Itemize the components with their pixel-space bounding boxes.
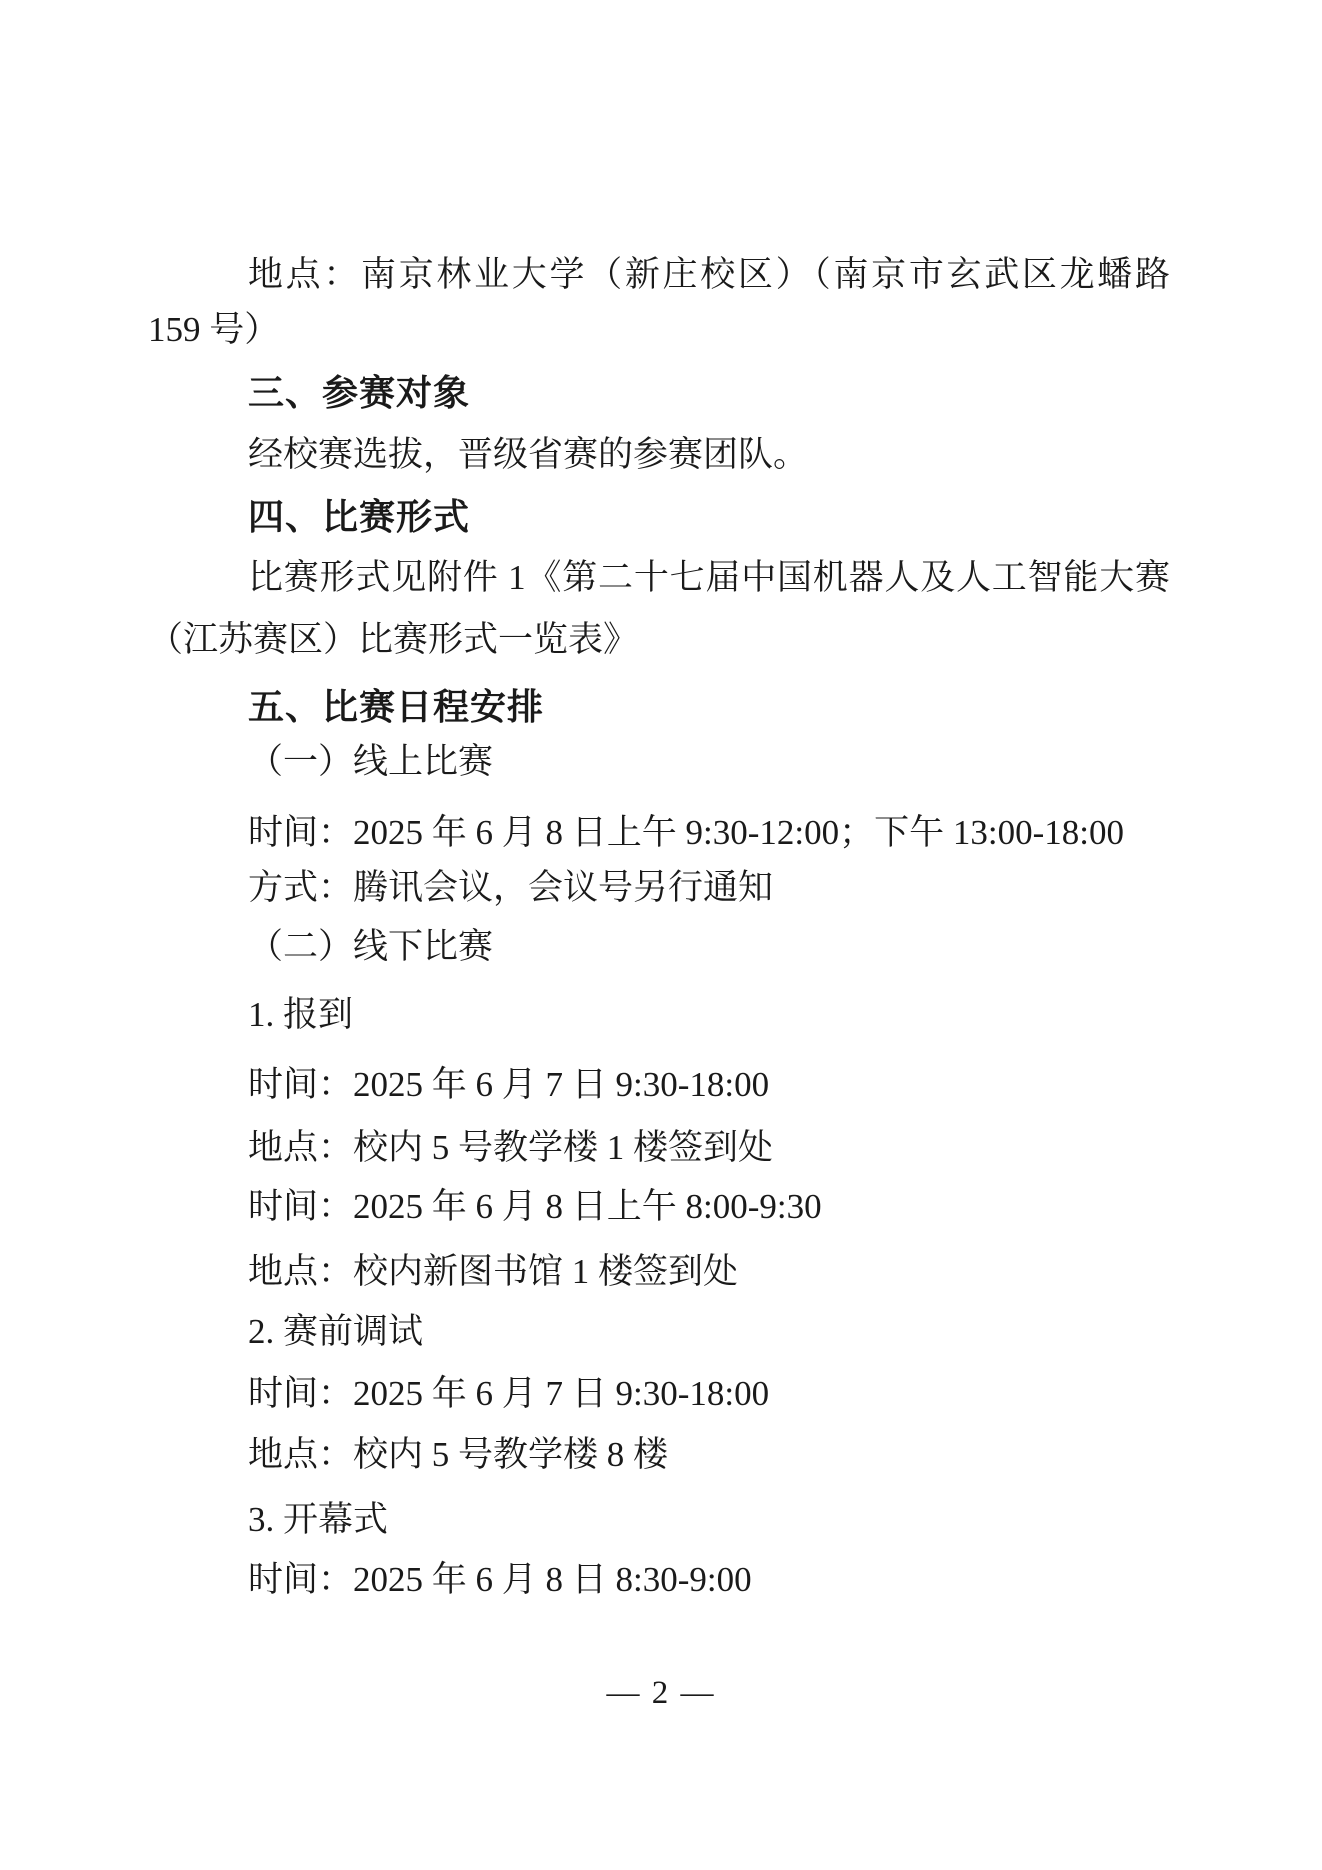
body-line: （江苏赛区）比赛形式一览表》 <box>148 620 639 659</box>
body-line: 地点：校内 5 号教学楼 1 楼签到处 <box>248 1128 774 1167</box>
body-line: 地点：校内新图书馆 1 楼签到处 <box>248 1252 739 1291</box>
body-line: 时间：2025 年 6 月 8 日上午 9:30-12:00；下午 13:00-18:00 <box>248 813 1124 852</box>
body-line: 159 号） <box>148 310 280 349</box>
section-heading: 四、比赛形式 <box>248 496 471 537</box>
body-line: 地点：校内 5 号教学楼 8 楼 <box>248 1435 669 1474</box>
body-line: 地点：南京林业大学（新庄校区）（南京市玄武区龙蟠路 <box>248 255 1170 294</box>
body-line: 方式：腾讯会议，会议号另行通知 <box>248 868 774 907</box>
sub-heading: （一）线上比赛 <box>248 742 494 781</box>
section-heading: 三、参赛对象 <box>248 372 471 413</box>
body-line: 时间：2025 年 6 月 8 日 8:30-9:00 <box>248 1560 752 1599</box>
page-number: — 2 — <box>606 1675 716 1711</box>
body-line: 时间：2025 年 6 月 8 日上午 8:00-9:30 <box>248 1187 822 1226</box>
list-item: 2. 赛前调试 <box>248 1312 424 1351</box>
body-line: 时间：2025 年 6 月 7 日 9:30-18:00 <box>248 1065 770 1104</box>
sub-heading: （二）线下比赛 <box>248 927 494 966</box>
list-item: 1. 报到 <box>248 995 354 1034</box>
body-line: 时间：2025 年 6 月 7 日 9:30-18:00 <box>248 1374 770 1413</box>
body-line: 比赛形式见附件 1《第二十七届中国机器人及人工智能大赛 <box>248 558 1170 597</box>
section-heading: 五、比赛日程安排 <box>248 686 545 727</box>
list-item: 3. 开幕式 <box>248 1500 389 1539</box>
body-line: 经校赛选拔，晋级省赛的参赛团队。 <box>248 435 809 474</box>
